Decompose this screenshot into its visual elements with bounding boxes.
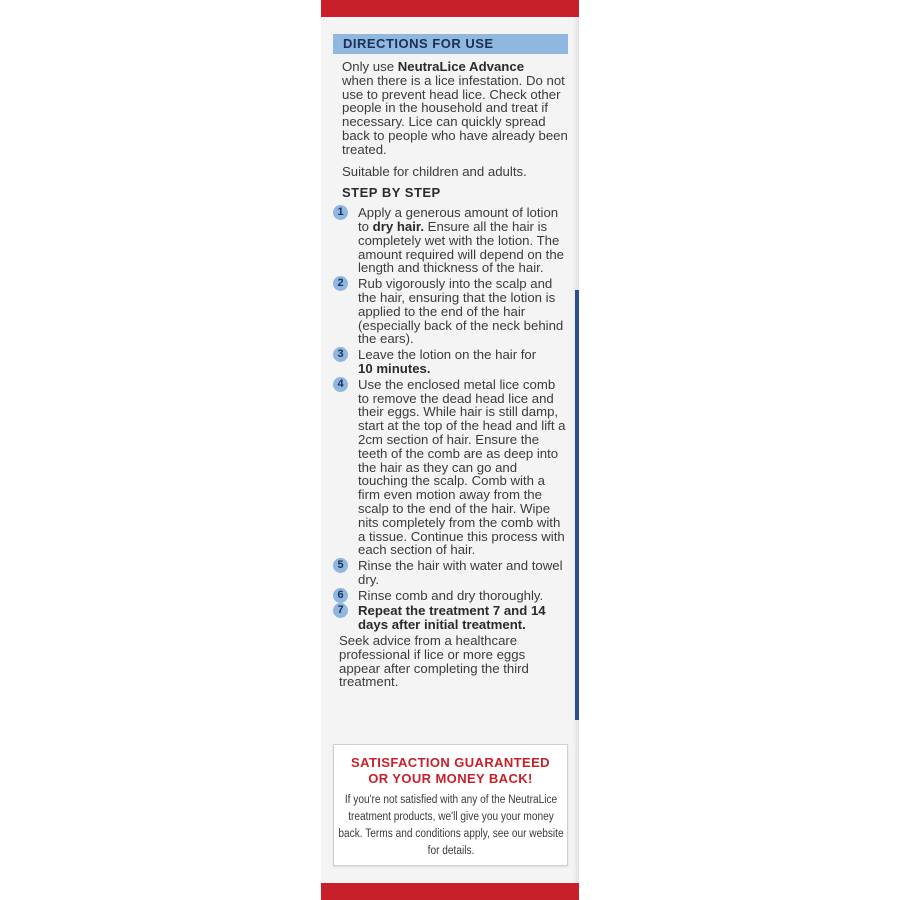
- guarantee-body: If you're not satisfied with any of the NeutraLice treatment products, we'll give you your money back. Terms and conditions apply, see our website for details.: [338, 794, 564, 857]
- advice-text: Seek advice from a healthcare professional if lice or more eggs appear after completing the third treatment.: [339, 633, 529, 690]
- step-text: Rinse comb and dry thoroughly.: [358, 587, 544, 603]
- step-text-bold: Repeat the treatment 7 and 14 days after initial treatment.: [358, 603, 546, 633]
- step-item: [333, 604, 568, 632]
- side-edge-stripe: [575, 290, 579, 720]
- steps-heading: STEP BY STEP: [342, 185, 441, 201]
- step-text-post: Ensure all the hair is completely wet with the lotion. The amount required will depend on the length and thickness of the hair.: [358, 218, 565, 276]
- brand-name: NeutraLice Advance: [397, 59, 525, 74]
- guarantee-title: [334, 755, 567, 787]
- step-number-badge: 2: [333, 276, 348, 291]
- step-number-badge: 6: [333, 588, 348, 603]
- step-text: Use the enclosed metal lice comb to remove the dead head lice and their eggs. While hair is still damp, start at the top of the head and lift a 2cm section of hair. Ensure the teeth of the comb are as deep into the hair as they can go and touching the scalp. Comb with a firm even motion away from the scalp to the end of the hair. Wipe nits completely from the comb with a tissue. Continue this process with each section of hair.: [358, 376, 566, 558]
- directions-header: DIRECTIONS FOR USE: [333, 34, 568, 54]
- intro-text-rest: when there is a lice infestation. Do not use to prevent head lice. Check other people in the household and treat if necessary. Lice can quickly spread back to people who have already been treated.: [342, 72, 568, 157]
- step-item: [333, 348, 568, 376]
- bottom-red-band: [321, 883, 579, 900]
- directions-content: [337, 59, 572, 690]
- top-red-band: [321, 0, 579, 17]
- step-number-badge: 3: [333, 347, 348, 362]
- step-item: [333, 378, 568, 557]
- step-number-badge: 1: [333, 205, 348, 220]
- guarantee-title-line2: OR YOUR MONEY BACK!: [368, 771, 533, 786]
- intro-text: Only use: [342, 59, 398, 74]
- guarantee-title-line1: SATISFACTION GUARANTEED: [351, 755, 550, 770]
- steps-list: [333, 206, 568, 632]
- step-text: Leave the lotion on the hair for: [358, 347, 537, 363]
- step-number-badge: 4: [333, 377, 348, 392]
- step-item: [333, 277, 568, 346]
- guarantee-box: [333, 744, 568, 866]
- step-text: Apply a generous amount of lotion to: [358, 205, 559, 234]
- step-text: Rub vigorously into the scalp and the hair, ensuring that the lotion is applied to the end of the hair (especially back of the neck behind the ears).: [358, 276, 564, 347]
- step-number-badge: 7: [333, 603, 348, 618]
- step-text-bold: dry hair.: [372, 218, 424, 234]
- step-item: [333, 589, 568, 603]
- step-number-badge: 5: [333, 558, 348, 573]
- suitability-text: Suitable for children and adults.: [342, 163, 527, 179]
- step-item: [333, 206, 568, 275]
- step-text: Rinse the hair with water and towel dry.: [358, 558, 563, 587]
- step-item: [333, 559, 568, 587]
- intro-paragraph: [342, 60, 572, 157]
- step-text-bold: 10 minutes.: [358, 360, 431, 376]
